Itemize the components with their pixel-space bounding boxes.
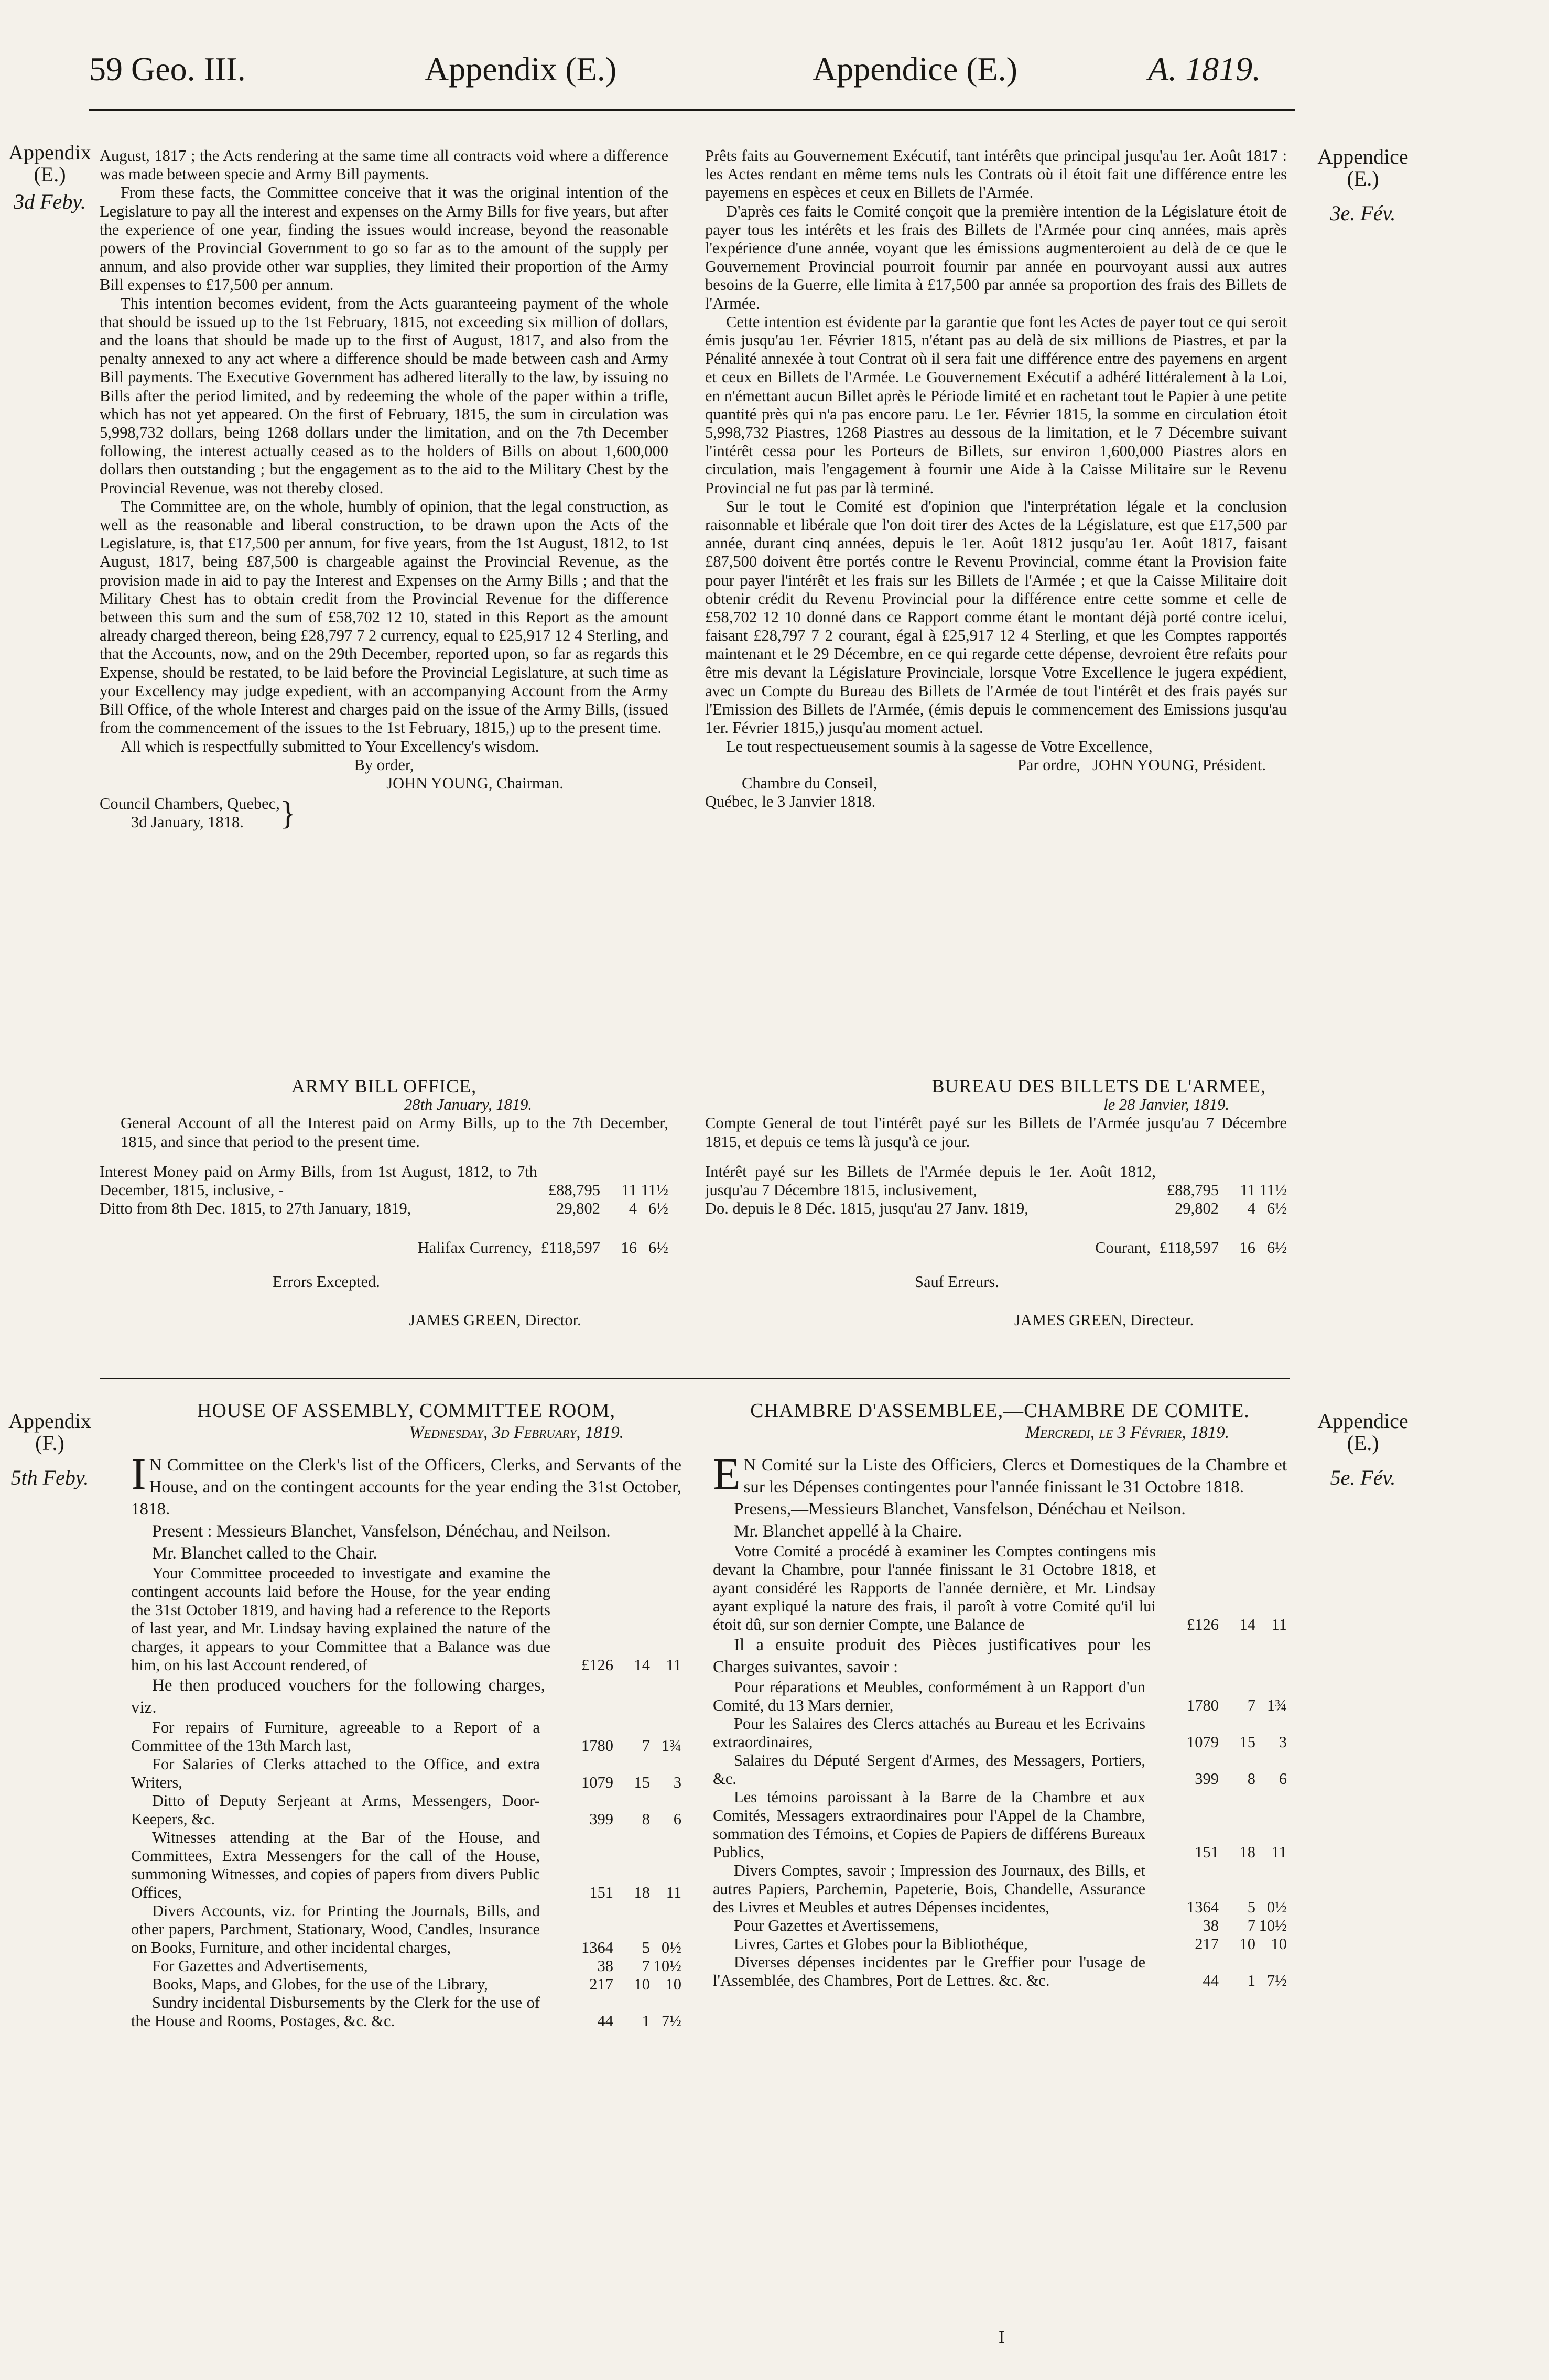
year-label: A. 1819.: [1148, 50, 1261, 88]
appendix-en-label: Appendix (E.): [425, 50, 617, 88]
margin-note-right-top: Appendice (E.) 3e. Fév.: [1317, 145, 1409, 225]
section-title: BUREAU DES BILLETS DE L'ARMEE,: [931, 1076, 1266, 1097]
section-separator: [100, 1378, 1290, 1379]
table-row: Your Committee proceeded to investigate and examine the contingent accounts laid before the House, for the year ending the 31st October 1819, and having had a reference to the Reports of last year, and Mr. Lindsay having explained the nature of the charges, it appears to your Committee that a Balance was due him, on his last Account rendered, of £126 14 11: [131, 1564, 681, 1674]
table-row: Diverses dépenses incidentes par le Greffier pour l'usage de l'Assemblée, des Chambres, Port de Lettres. &c. &c. 44 1 7½: [713, 1953, 1287, 1989]
page-header: [79, 50, 1295, 107]
section-title: ARMY BILL OFFICE,: [291, 1076, 477, 1097]
committee-french: [713, 1400, 1287, 1990]
session-label: 59 Geo. III.: [89, 50, 246, 88]
table-row: Pour réparations et Meubles, conformément à un Rapport d'un Comité, du 13 Mars dernier, 1780 7 1¾: [713, 1678, 1287, 1714]
present-line: Presens,—Messieurs Blanchet, Vansfelson, Dénéchau et Neilson.: [734, 1500, 1186, 1519]
section-title: CHAMBRE D'ASSEMBLEE,—CHAMBRE DE COMITE.: [750, 1400, 1250, 1422]
table-row: For Salaries of Clerks attached to the Office, and extra Writers, 1079 15 3: [131, 1755, 681, 1791]
date-label: 3d January, 1818.: [131, 813, 244, 831]
signature-director: JAMES GREEN, Director.: [409, 1311, 581, 1329]
drop-cap: I: [131, 1448, 146, 1499]
report-paragraph: All which is respectfully submitted to Your Excellency's wisdom.: [121, 737, 539, 755]
table-row: Livres, Cartes et Globes pour la Bibliothéque, 217 10 10: [734, 1935, 1287, 1953]
charges-table: [713, 1678, 1287, 1990]
table-row: Pour Gazettes et Avertissemens, 38 7 10½: [734, 1917, 1287, 1934]
present-line: Present : Messieurs Blanchet, Vansfelson, Dénéchau, and Neilson.: [152, 1522, 611, 1541]
brace: }: [279, 794, 296, 832]
balance-table: [713, 1542, 1287, 1634]
table-row: Do. depuis le 8 Déc. 1815, jusqu'au 27 Janv. 1819, 29,802 4 6½: [705, 1199, 1287, 1217]
balance-table: [131, 1564, 681, 1674]
charges-table: [131, 1718, 681, 2030]
signature-director: JAMES GREEN, Directeur.: [1014, 1311, 1194, 1329]
vouchers-line: He then produced vouchers for the following charges, viz.: [131, 1676, 545, 1717]
committee-english: [131, 1400, 681, 2030]
intro-paragraph: E N Comité sur la Liste des Officiers, Clercs et Domestiques de la Chambre et sur les Dépenses contingentes pour l'année finissant le 31 Octobre 1818.: [713, 1448, 1287, 1499]
drop-cap: E: [713, 1448, 741, 1499]
report-paragraph: Le tout respectueusement soumis à la sagesse de Votre Excellence,: [726, 737, 1153, 755]
table-row: Ditto from 8th Dec. 1815, to 27th January, 1819, 29,802 4 6½: [100, 1199, 668, 1217]
appendix-fr-label: Appendice (E.): [813, 50, 1017, 88]
table-row: Intérêt payé sur les Billets de l'Armée depuis le 1er. Août 1812, jusqu'au 7 Décembre 1815, inclusivement, £88,795 11 11½: [705, 1162, 1287, 1199]
table-row: Les témoins paroissant à la Barre de la Chambre et aux Comités, Messagers extraordinaires pour l'Appel de la Chambre, sommation des Témoins, et Copies de Papiers de différens Bureaux Publics, 151 18 11: [713, 1788, 1287, 1861]
chair-line: Mr. Blanchet called to the Chair.: [152, 1544, 377, 1563]
place-label: Council Chambers, Quebec,: [100, 795, 280, 813]
report-french-column: [705, 147, 1287, 811]
place-label: Chambre du Conseil,: [742, 774, 878, 792]
total-row: Courant, £118,597 16 6½: [1095, 1238, 1287, 1257]
section-date: le 28 Janvier, 1819.: [1103, 1096, 1229, 1114]
signature-chairman: JOHN YOUNG, Chairman.: [386, 774, 564, 792]
report-paragraph: Sur le tout le Comité est d'opinion que l'interprétation légale et la conclusion raisonnable et libérale que l'on doit tirer des Actes de la Législature, est que £17,500 par année, durant cinq années, depuis le 1er. Août 1812 jusqu'au 1er. Août 1817, faisant £87,500 doivent être portés contre le Revenu Provincial, comme étant la Provision faite pour payer l'intérêt et les frais sur les Billets de l'Armée ; et que la Caisse Militaire doit obtenir crédit du Revenu Provincial pour la différence entre cette somme et celle de £58,702 12 10 donné dans ce Rapport comme étant le montant déjà porté contre icelui, faisant £28,797 7 2 courant, égal à £25,917 12 4 Sterling, et que les Comptes rapportés maintenant et le 29 Décembre, en ce qui regarde cette dépense, devroient être refaits pour être mis devant la Législature Provinciale, lorsque Votre Excellence le jugera expédient, avec un Compte du Bureau des Billets de l'Armée de tout l'intérêt et des frais payés sur l'Emission des Billets de l'Armée, (émis depuis le commencement des Emissions jusqu'au 1er. Février 1815,) jusqu'au moment actuel.: [705, 497, 1287, 737]
vouchers-line: Il a ensuite produit des Pièces justificatives pour les Charges suivantes, savoir :: [713, 1636, 1151, 1676]
report-paragraph: August, 1817 ; the Acts rendering at the same time all contracts void where a difference was made between specie and Army Bill payments.: [100, 147, 668, 183]
report-paragraph: This intention becomes evident, from the Acts guaranteeing payment of the whole that should be issued up to the 1st February, 1815, not exceeding six million of dollars, and the loans that should be made up to the first of August, 1817, and also from the penalty annexed to any act where a difference should be made between cash and Army Bill payments. The Executive Government has adhered literally to the law, by issuing no Bills after the period limited, and by redeeming the whole of the paper within a trifle, which has not yet appeared. On the first of February, 1815, the sum in circulation was 5,998,732 dollars, being 1268 dollars under the limitation, and on the 7th December following, the interest actually ceased as to the holders of Bills on about 1,600,000 dollars then outstanding ; but the engagement as to the aid to the Military Chest by the Provincial Revenue, was not thereby closed.: [100, 294, 668, 497]
table-row: Salaires du Député Sergent d'Armes, des Messagers, Portiers, &c. 399 8 6: [713, 1751, 1287, 1788]
table-row: Divers Accounts, viz. for Printing the Journals, Bills, and other papers, Parchment, Stationary, Wood, Candles, Insurance on Books, Furniture, and other incidental charges, 1364 5 0½: [131, 1902, 681, 1956]
margin-note-right-bottom: Appendice (E.) 5e. Fév.: [1317, 1409, 1409, 1489]
account-heading: General Account of all the Interest paid on Army Bills, up to the 7th December, 1815, and since that period to the present time.: [121, 1114, 668, 1151]
header-rule: [89, 109, 1295, 111]
report-paragraph: D'après ces faits le Comité conçoit que la première intention de la Législature étoit de payer tous les intérêts et les frais des Billets de l'Armée pour cinq années, mais après l'expérience d'une année, voyant que les émissions augmenteroient au delà de ce que le Gouvernement Provincial pourroit fournir par année en pourvoyant aussi aux autres besoins de la Guerre, elle limita à £17,500 par année sa proportion des frais des Billets de l'Armée.: [705, 202, 1287, 312]
account-heading: Compte General de tout l'intérêt payé sur les Billets de l'Armée jusqu'au 7 Décembre 1815, et depuis ce tems là jusqu'à ce jour.: [705, 1114, 1287, 1151]
army-bill-english: [100, 1077, 668, 1329]
margin-note-left-bottom: Appendix (F.) 5th Feby.: [8, 1409, 91, 1489]
table-row: For repairs of Furniture, agreeable to a Report of a Committee of the 13th March last, 1780 7 1¾: [131, 1718, 681, 1755]
table-row: Votre Comité a procédé à examiner les Comptes contingens mis devant la Chambre, pour l'année finissant le 31 Octobre 1818, et ayant considéré les Rapports de l'année dernière, et Mr. Lindsay ayant expliqué la nature des frais, il paroît à votre Comité qu'il lui étoit dû, sur son dernier Compte, une Balance de £126 14 11: [713, 1542, 1287, 1633]
table-row: Divers Comptes, savoir ; Impression des Journaux, des Bills, et autres Papiers, Parchemin, Papeterie, Bois, Chandelle, Assurance des Livres et Meubles et autres Dépenses incidentes, 1364 5 0½: [713, 1862, 1287, 1916]
chair-line: Mr. Blanchet appellé à la Chaire.: [734, 1522, 962, 1541]
table-row: Ditto of Deputy Serjeant at Arms, Messengers, Door-Keepers, &c. 399 8 6: [131, 1792, 681, 1828]
section-date: Wednesday, 3d February, 1819.: [409, 1423, 624, 1442]
table-row: For Gazettes and Advertisements, 38 7 10½: [152, 1957, 681, 1975]
date-label: Québec, le 3 Janvier 1818.: [705, 793, 876, 811]
report-paragraph: Cette intention est évidente par la garantie que font les Actes de payer tout ce qui seroit émis jusqu'au 1er. Février 1815, n'étant pas au delà de six millions de Piastres, et par la Pénalité annexée à tout Contrat où il sera fait une différence entre des payemens en argent et ceux en Billets de l'Armée. Le Gouvernement Exécutif a adhéré littéralement à la Loi, en n'émettant aucun Billet après le Période limité et en rachetant tout le Papier à une petite quantité près qui n'a pas encore paru. Le 1er. Février 1815, la somme en circulation étoit 5,998,732 Piastres, 1268 Piastres au dessous de la limitation, et le 7 Décembre suivant l'intérêt cessa pour les Porteurs de Billets, sur environ 1,600,000 Piastres alors en circulation, mais l'engagement à fournir une Aide à la Caisse Militaire sur le Revenu Provincial ne fut pas par là terminé.: [705, 312, 1287, 497]
place-date-block: [100, 795, 668, 831]
report-paragraph: Prêts faits au Gouvernement Exécutif, tant intérêts que principal jusqu'au 1er. Août 1817 : les Actes rendant en même tems nuls les Contrats où il étoit fait une différence entre les payemens en espèces et ceux en Billets de l'Armée.: [705, 147, 1287, 202]
table-row: Witnesses attending at the Bar of the House, and Committees, Extra Messengers for the call of the House, summoning Witnesses, and copies of papers from divers Public Offices, 151 18 11: [131, 1829, 681, 1901]
page-folio: I: [999, 2328, 1005, 2347]
total-row: Halifax Currency, £118,597 16 6½: [417, 1238, 668, 1257]
interest-table: [705, 1163, 1287, 1257]
by-order: By order,: [354, 755, 414, 774]
intro-paragraph: I N Committee on the Clerk's list of the Officers, Clerks, and Servants of the House, and on the contingent accounts for the year ending the 31st October, 1818.: [131, 1448, 681, 1519]
report-paragraph: From these facts, the Committee conceive that it was the original intention of the Legislature to pay all the interest and expenses on the Army Bills for five years, but after the experience of one year, finding the issues would increase, beyond the reasonable powers of the Provincial Government to go so far as to the amount of the supply per annum, and also provide other war supplies, they limited their proportion of the Army Bill expenses to £17,500 per annum.: [100, 183, 668, 294]
table-row: Interest Money paid on Army Bills, from 1st August, 1812, to 7th December, 1815, inclusive, - £88,795 11 11½: [100, 1162, 668, 1199]
table-row: Books, Maps, and Globes, for the use of the Library, 217 10 10: [152, 1975, 681, 1993]
report-paragraph: The Committee are, on the whole, humbly of opinion, that the legal construction, as well as the reasonable and liberal construction, to be drawn upon the Acts of the Legislature, is, that £17,500 per annum, for five years, from the 1st August, 1812, to 1st August, 1817, being £87,500 is chargeable against the Provincial Revenue, as the provision made in aid to pay the Interest and Expenses on the Army Bills ; and that the Military Chest has to obtain credit from the Provincial Revenue for the difference between this sum and the sum of £58,702 12 10, stated in this Report as the amount already charged thereon, being £28,797 7 2 currency, equal to £25,917 12 4 Sterling, and that the Accounts, now, and on the 29th December, reported upon, so far as regards this Expense, should be restated, to be laid before the Provincial Legislature, at such time as your Excellency may judge expedient, with an accompanying Account from the Army Bill Office, of the whole Interest and charges paid on the issue of the Army Bills, (issued from the commencement of the issues to the 1st February, 1815,) up to the present time.: [100, 497, 668, 737]
interest-table: [100, 1163, 668, 1257]
report-english-column: [100, 147, 668, 832]
by-order-signature: Par ordre, JOHN YOUNG, Président.: [1017, 755, 1266, 774]
table-row: Sundry incidental Disbursements by the Clerk for the use of the House and Rooms, Postages, &c. &c. 44 1 7½: [131, 1994, 681, 2030]
army-bill-french: [705, 1077, 1287, 1329]
margin-note-left-top: Appendix (E.) 3d Feby.: [8, 140, 91, 213]
section-date: 28th January, 1819.: [404, 1096, 532, 1114]
errors-excepted: Errors Excepted.: [273, 1272, 380, 1291]
table-row: Pour les Salaires des Clercs attachés au Bureau et les Ecrivains extraordinaires, 1079 15 3: [713, 1715, 1287, 1751]
section-title: HOUSE OF ASSEMBLY, COMMITTEE ROOM,: [197, 1400, 616, 1422]
section-date: Mercredi, le 3 Février, 1819.: [1025, 1423, 1229, 1442]
errors-excepted: Sauf Erreurs.: [915, 1272, 999, 1291]
